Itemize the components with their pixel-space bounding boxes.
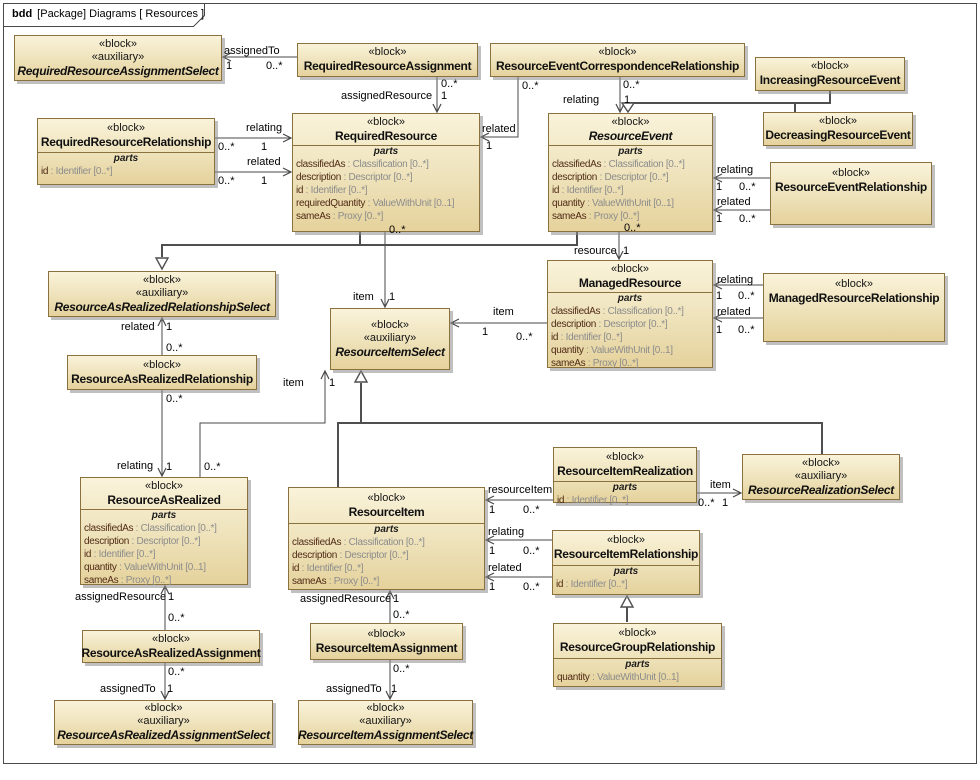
stereotype-label: «auxiliary» xyxy=(137,715,190,727)
block-ManagedResource[interactable] xyxy=(547,260,713,368)
block-ResourceGroupRelationship[interactable] xyxy=(553,623,722,687)
property-type: : ValueWithUnit [0..1] xyxy=(365,198,455,209)
property-name: description xyxy=(552,172,598,183)
parts-compartment xyxy=(553,565,699,594)
property-type: : Proxy [0..*] xyxy=(118,575,172,586)
name-compartment xyxy=(549,114,712,145)
property-name: quantity xyxy=(84,562,117,573)
part-property xyxy=(292,575,481,588)
name-compartment xyxy=(83,631,259,662)
property-type: : Classification [0..*] xyxy=(600,306,684,317)
name-compartment xyxy=(764,274,944,341)
property-type: : Proxy [0..*] xyxy=(586,211,640,222)
block-ManagedResourceRelationship[interactable] xyxy=(763,273,945,342)
stereotype-label: «auxiliary» xyxy=(794,469,848,482)
part-property xyxy=(296,197,476,210)
diagram-kind: bdd xyxy=(12,8,33,20)
part-property xyxy=(551,318,709,331)
role-label: relating xyxy=(246,122,283,134)
property-type: : Classification [0..*] xyxy=(341,537,425,548)
role-label: relating xyxy=(488,526,525,538)
multiplicity-label: 1 xyxy=(489,504,496,516)
part-property xyxy=(84,548,244,561)
part-property xyxy=(552,184,709,197)
parts-compartment-label: parts xyxy=(151,510,177,521)
property-name: id xyxy=(552,185,560,196)
property-name: classifiedAs xyxy=(552,159,602,170)
block-name: RequiredResourceAssignment xyxy=(303,59,472,73)
multiplicity-label: 0..* xyxy=(218,141,235,153)
property-name: id xyxy=(551,332,559,343)
parts-compartment-label: parts xyxy=(113,153,139,164)
multiplicity-label: 1 xyxy=(482,326,489,338)
multiplicity-label: 1 xyxy=(167,683,174,695)
property-type: : ValueWithUnit [0..1] xyxy=(584,198,674,209)
property-type: : ValueWithUnit [0..1] xyxy=(116,562,206,573)
multiplicity-label: 0..* xyxy=(166,393,183,405)
block-ResourceAsRealizedAssignmentSelect[interactable] xyxy=(54,700,273,745)
property-type: : Classification [0..*] xyxy=(345,159,429,170)
multiplicity-label: 1 xyxy=(624,94,631,106)
stereotype-label: «block» xyxy=(835,278,873,290)
role-label: related xyxy=(121,321,155,333)
role-label: relating xyxy=(117,460,154,472)
role-label: item xyxy=(493,306,514,318)
gen-to-resourceAsRealizedRelationshipSelect[interactable] xyxy=(162,232,577,257)
property-name: classifiedAs xyxy=(296,159,346,170)
name-compartment xyxy=(764,113,912,145)
block-name: ResourceItemSelect xyxy=(335,344,445,359)
parts-compartment xyxy=(554,481,696,509)
property-name: id xyxy=(556,579,564,590)
block-ResourceItemAssignment[interactable] xyxy=(310,623,463,660)
stereotype-label: «block» xyxy=(618,627,657,639)
property-type: : ValueWithUnit [0..1] xyxy=(589,672,679,683)
block-ResourceEventCorrespondenceRelationship[interactable] xyxy=(490,43,745,77)
block-name: RequiredResourceRelationship xyxy=(40,134,212,149)
stereotype-label: «block» xyxy=(107,121,145,134)
property-type: : Descriptor [0..*] xyxy=(341,172,413,183)
part-property xyxy=(292,536,481,549)
property-name: sameAs xyxy=(84,575,119,586)
property-type: : Identifier [0..*] xyxy=(303,185,368,196)
property-name: description xyxy=(84,536,130,547)
diagram-title xyxy=(12,8,204,20)
multiplicity-label: 0..* xyxy=(166,342,183,354)
property-type: : Identifier [0..*] xyxy=(91,549,156,560)
block-name: ResourceAsRealizedRelationshipSelect xyxy=(54,299,270,314)
multiplicity-label: 0..* xyxy=(393,609,410,621)
block-ResourceAsRealizedRelationshipSelect[interactable] xyxy=(48,271,276,317)
multiplicity-label: 0..* xyxy=(738,324,755,336)
stereotype-label: «block» xyxy=(367,115,405,128)
property-type: : Descriptor [0..*] xyxy=(129,536,201,547)
gen-resourceEvents-to-resourceEvent[interactable] xyxy=(630,91,830,112)
parts-compartment xyxy=(549,145,712,231)
part-property xyxy=(557,494,693,507)
name-compartment xyxy=(38,119,214,152)
stereotype-label: «block» xyxy=(832,167,870,179)
part-property xyxy=(296,158,476,171)
stereotype-label: «block» xyxy=(606,450,644,463)
multiplicity-label: 0..* xyxy=(168,612,185,624)
role-label: assignedResource xyxy=(341,90,433,102)
stereotype-label: «auxiliary» xyxy=(363,331,417,344)
property-name: requiredQuantity xyxy=(296,198,366,209)
stereotype-label: «block» xyxy=(152,632,190,645)
block-name: ManagedResourceRelationship xyxy=(768,291,940,305)
part-property xyxy=(84,574,244,587)
property-name: description xyxy=(551,319,597,330)
property-type: : Descriptor [0..*] xyxy=(596,319,668,330)
property-type: : Classification [0..*] xyxy=(133,523,217,534)
stereotype-label: «block» xyxy=(611,115,650,128)
stereotype-label: «block» xyxy=(143,273,181,286)
block-name: IncreasingResourceEvent xyxy=(759,73,901,87)
stereotype-label: «block» xyxy=(367,627,406,640)
property-name: sameAs xyxy=(551,358,586,369)
name-compartment xyxy=(68,356,256,389)
stereotype-label: «block» xyxy=(811,60,849,72)
role-label: resource xyxy=(574,245,617,257)
property-name: classifiedAs xyxy=(292,537,342,548)
multiplicity-label: 1 xyxy=(441,90,448,102)
block-name: ResourceGroupRelationship xyxy=(559,640,716,654)
name-compartment xyxy=(491,44,744,76)
part-property xyxy=(551,344,709,357)
name-compartment xyxy=(554,448,696,481)
parts-compartment xyxy=(548,292,712,372)
multiplicity-label: 1 xyxy=(716,324,723,336)
property-type: : Proxy [0..*] xyxy=(585,358,639,369)
multiplicity-label: 1 xyxy=(489,545,496,557)
block-RequiredResourceAssignmentSelect[interactable] xyxy=(14,35,222,81)
part-property xyxy=(552,171,709,184)
stereotype-label: «block» xyxy=(145,479,183,492)
multiplicity-label: 0..* xyxy=(523,504,540,516)
property-name: id xyxy=(557,495,565,506)
multiplicity-label: 0..* xyxy=(389,224,406,236)
multiplicity-label: 0..* xyxy=(516,331,533,343)
block-ResourceRealizationSelect[interactable] xyxy=(742,454,900,500)
multiplicity-label: 1 xyxy=(623,245,630,257)
block-name: ResourceItemAssignment xyxy=(315,640,458,655)
multiplicity-label: 0..* xyxy=(624,222,641,234)
block-ResourceItem[interactable] xyxy=(288,487,485,590)
parts-compartment-label: parts xyxy=(613,566,639,577)
role-label: assignedResource xyxy=(75,591,167,603)
parts-compartment-label: parts xyxy=(612,482,638,493)
role-label: relating xyxy=(717,274,754,286)
stereotype-label: «block» xyxy=(367,491,406,504)
name-compartment xyxy=(743,455,899,499)
block-ResourceEvent[interactable] xyxy=(548,113,713,232)
property-type: : Proxy [0..*] xyxy=(326,576,380,587)
property-type: : Identifier [0..*] xyxy=(564,495,629,506)
property-name: id xyxy=(296,185,304,196)
diagram-title-text: [Package] Diagrams [ Resources ] xyxy=(37,8,205,20)
role-label: assignedTo xyxy=(224,45,280,57)
property-name: quantity xyxy=(552,198,585,209)
multiplicity-label: 0..* xyxy=(204,461,221,473)
part-property xyxy=(292,562,481,575)
part-property xyxy=(84,561,244,574)
multiplicity-label: 1 xyxy=(716,213,723,225)
block-name: ResourceAsRealized xyxy=(107,492,221,507)
property-type: : Identifier [0..*] xyxy=(559,185,624,196)
multiplicity-label: 1 xyxy=(716,181,723,193)
property-type: : Descriptor [0..*] xyxy=(337,550,409,561)
stereotype-label: «block» xyxy=(371,318,409,331)
parts-compartment xyxy=(554,658,721,686)
block-name: ResourceEventRelationship xyxy=(775,180,927,194)
multiplicity-label: 1 xyxy=(329,377,336,389)
multiplicity-label: 1 xyxy=(261,175,268,187)
block-RequiredResourceAssignment[interactable] xyxy=(297,43,478,77)
multiplicity-label: 1 xyxy=(166,321,173,333)
block-name: RequiredResource xyxy=(335,128,437,143)
parts-compartment-label: parts xyxy=(625,659,650,670)
gen-triangle-resourceItemRelationship xyxy=(621,596,633,607)
name-compartment xyxy=(55,701,272,744)
parts-compartment-label: parts xyxy=(373,146,399,157)
name-compartment xyxy=(331,309,449,369)
property-name: sameAs xyxy=(292,576,327,587)
property-type: : ValueWithUnit [0..1] xyxy=(583,345,673,356)
stereotype-label: «block» xyxy=(368,46,407,58)
multiplicity-label: 0..* xyxy=(218,175,235,187)
part-property xyxy=(41,165,211,178)
part-property xyxy=(551,357,709,370)
block-ResourceItemRelationship[interactable] xyxy=(552,530,700,595)
name-compartment xyxy=(299,701,472,744)
parts-compartment-label: parts xyxy=(617,293,643,304)
block-name: ResourceItemAssignmentSelect xyxy=(298,728,473,742)
part-property xyxy=(556,578,696,591)
multiplicity-label: 1 xyxy=(389,291,396,303)
parts-compartment-label: parts xyxy=(374,524,399,535)
multiplicity-label: 1 xyxy=(393,593,400,605)
block-RequiredResourceRelationship[interactable] xyxy=(37,118,215,185)
block-name: DecreasingResourceEvent xyxy=(765,128,911,142)
role-label: assignedTo xyxy=(100,683,156,695)
multiplicity-label: 0..* xyxy=(523,581,540,593)
name-compartment xyxy=(15,36,221,80)
property-name: sameAs xyxy=(296,211,331,222)
block-name: ResourceItemRelationship xyxy=(553,547,699,561)
block-name: ResourceRealizationSelect xyxy=(748,482,894,497)
part-property xyxy=(296,171,476,184)
property-type: : Identifier [0..*] xyxy=(563,579,628,590)
block-name: ResourceItem xyxy=(348,504,425,519)
name-compartment xyxy=(81,478,247,509)
property-type: : Proxy [0..*] xyxy=(330,211,384,222)
part-property xyxy=(292,549,481,562)
multiplicity-label: 0..* xyxy=(266,60,283,72)
role-label: related xyxy=(717,306,751,318)
block-ResourceAsRealizedAssignment[interactable] xyxy=(82,630,260,663)
part-property xyxy=(84,522,244,535)
property-name: description xyxy=(292,550,338,561)
block-ResourceItemSelect[interactable] xyxy=(330,308,450,370)
multiplicity-label: 1 xyxy=(486,140,493,152)
name-compartment xyxy=(311,624,462,659)
name-compartment xyxy=(554,624,721,658)
property-type: : Descriptor [0..*] xyxy=(597,172,669,183)
property-name: quantity xyxy=(551,345,584,356)
gen-triangle-resourceAsRealizedRelationshipSelect xyxy=(156,258,168,269)
part-property xyxy=(84,535,244,548)
multiplicity-label: 0..* xyxy=(441,78,458,90)
multiplicity-label: 1 xyxy=(166,461,173,473)
role-label: item xyxy=(353,291,374,303)
parts-compartment-label: parts xyxy=(618,146,643,157)
role-label: related xyxy=(488,562,522,574)
stereotype-label: «block» xyxy=(144,702,183,714)
name-compartment xyxy=(553,531,699,565)
multiplicity-label: 1 xyxy=(391,683,398,695)
part-property xyxy=(557,671,718,684)
multiplicity-label: 1 xyxy=(716,290,723,302)
multiplicity-label: 0..* xyxy=(523,545,540,557)
multiplicity-label: 1 xyxy=(489,581,496,593)
block-RequiredResource[interactable] xyxy=(292,113,480,232)
role-label: assignedTo xyxy=(326,683,382,695)
name-compartment xyxy=(298,44,477,76)
stereotype-label: «auxiliary» xyxy=(359,715,412,727)
block-name: ResourceAsRealizedRelationship xyxy=(71,371,253,386)
name-compartment xyxy=(548,261,712,292)
stereotype-label: «block» xyxy=(607,534,645,546)
part-property xyxy=(296,184,476,197)
multiplicity-label: 0..* xyxy=(698,497,715,509)
stereotype-label: «block» xyxy=(802,456,840,469)
stereotype-label: «auxiliary» xyxy=(91,50,145,63)
part-property xyxy=(552,197,709,210)
block-ResourceAsRealizedRelationship[interactable] xyxy=(67,355,257,390)
property-type: : Identifier [0..*] xyxy=(48,166,113,177)
multiplicity-label: 0..* xyxy=(623,79,640,91)
block-name: ManagedResource xyxy=(578,275,682,290)
name-compartment xyxy=(289,488,484,523)
parts-compartment xyxy=(293,145,479,231)
parts-compartment xyxy=(38,152,214,184)
property-name: classifiedAs xyxy=(551,306,601,317)
stereotype-label: «block» xyxy=(99,37,137,50)
property-name: id xyxy=(84,549,92,560)
role-label: resourceItem xyxy=(488,484,553,496)
role-label: related xyxy=(247,156,281,168)
property-name: id xyxy=(41,166,49,177)
multiplicity-label: 1 xyxy=(226,60,233,72)
part-property xyxy=(551,331,709,344)
property-type: : Identifier [0..*] xyxy=(558,332,623,343)
block-name: ResourceEvent xyxy=(588,128,673,143)
property-type: : Classification [0..*] xyxy=(601,159,685,170)
role-label: relating xyxy=(717,164,754,176)
name-compartment xyxy=(293,114,479,145)
multiplicity-label: 0..* xyxy=(739,213,756,225)
multiplicity-label: 1 xyxy=(261,141,268,153)
name-compartment xyxy=(49,272,275,316)
multiplicity-label: 1 xyxy=(722,497,729,509)
multiplicity-label: 0..* xyxy=(738,290,755,302)
block-name: ResourceAsRealizedAssignment xyxy=(81,645,261,660)
multiplicity-label: 0..* xyxy=(522,80,539,92)
stereotype-label: «block» xyxy=(598,46,637,58)
property-name: description xyxy=(296,172,342,183)
role-label: related xyxy=(482,123,516,135)
part-property xyxy=(296,210,476,223)
block-IncreasingResourceEvent[interactable] xyxy=(755,57,905,91)
property-type: : Identifier [0..*] xyxy=(299,563,364,574)
block-name: ResourceAsRealizedAssignmentSelect xyxy=(57,728,270,742)
property-name: classifiedAs xyxy=(84,523,134,534)
name-compartment xyxy=(771,163,931,224)
role-label: item xyxy=(283,377,304,389)
block-ResourceEventRelationship[interactable] xyxy=(770,162,932,225)
block-name: RequiredResourceAssignmentSelect xyxy=(17,63,219,78)
role-label: relating xyxy=(563,94,600,106)
block-DecreasingResourceEvent[interactable] xyxy=(763,112,913,146)
gen-triangle-resourceItemSelect xyxy=(355,371,367,382)
property-name: quantity xyxy=(557,672,590,683)
property-name: id xyxy=(292,563,300,574)
name-compartment xyxy=(756,58,904,90)
parts-compartment xyxy=(81,509,247,589)
multiplicity-label: 1 xyxy=(168,591,175,603)
multiplicity-label: 0..* xyxy=(739,181,756,193)
part-property xyxy=(551,305,709,318)
role-label: related xyxy=(717,196,751,208)
block-ResourceItemRealization[interactable] xyxy=(553,447,697,506)
stereotype-label: «block» xyxy=(611,262,649,275)
role-label: item xyxy=(710,479,731,491)
block-name: ResourceItemRealization xyxy=(557,463,693,478)
property-name: sameAs xyxy=(552,211,587,222)
role-label: assignedResource xyxy=(300,593,392,605)
stereotype-label: «block» xyxy=(366,702,405,714)
multiplicity-label: 0..* xyxy=(393,663,410,675)
block-ResourceItemAssignmentSelect[interactable] xyxy=(298,700,473,745)
stereotype-label: «block» xyxy=(819,115,857,127)
part-property xyxy=(552,158,709,171)
stereotype-label: «auxiliary» xyxy=(135,286,189,299)
parts-compartment xyxy=(289,523,484,590)
block-name: ResourceEventCorrespondenceRelationship xyxy=(495,59,740,73)
block-ResourceAsRealized[interactable] xyxy=(80,477,248,585)
stereotype-label: «block» xyxy=(143,358,181,371)
multiplicity-label: 0..* xyxy=(168,666,185,678)
